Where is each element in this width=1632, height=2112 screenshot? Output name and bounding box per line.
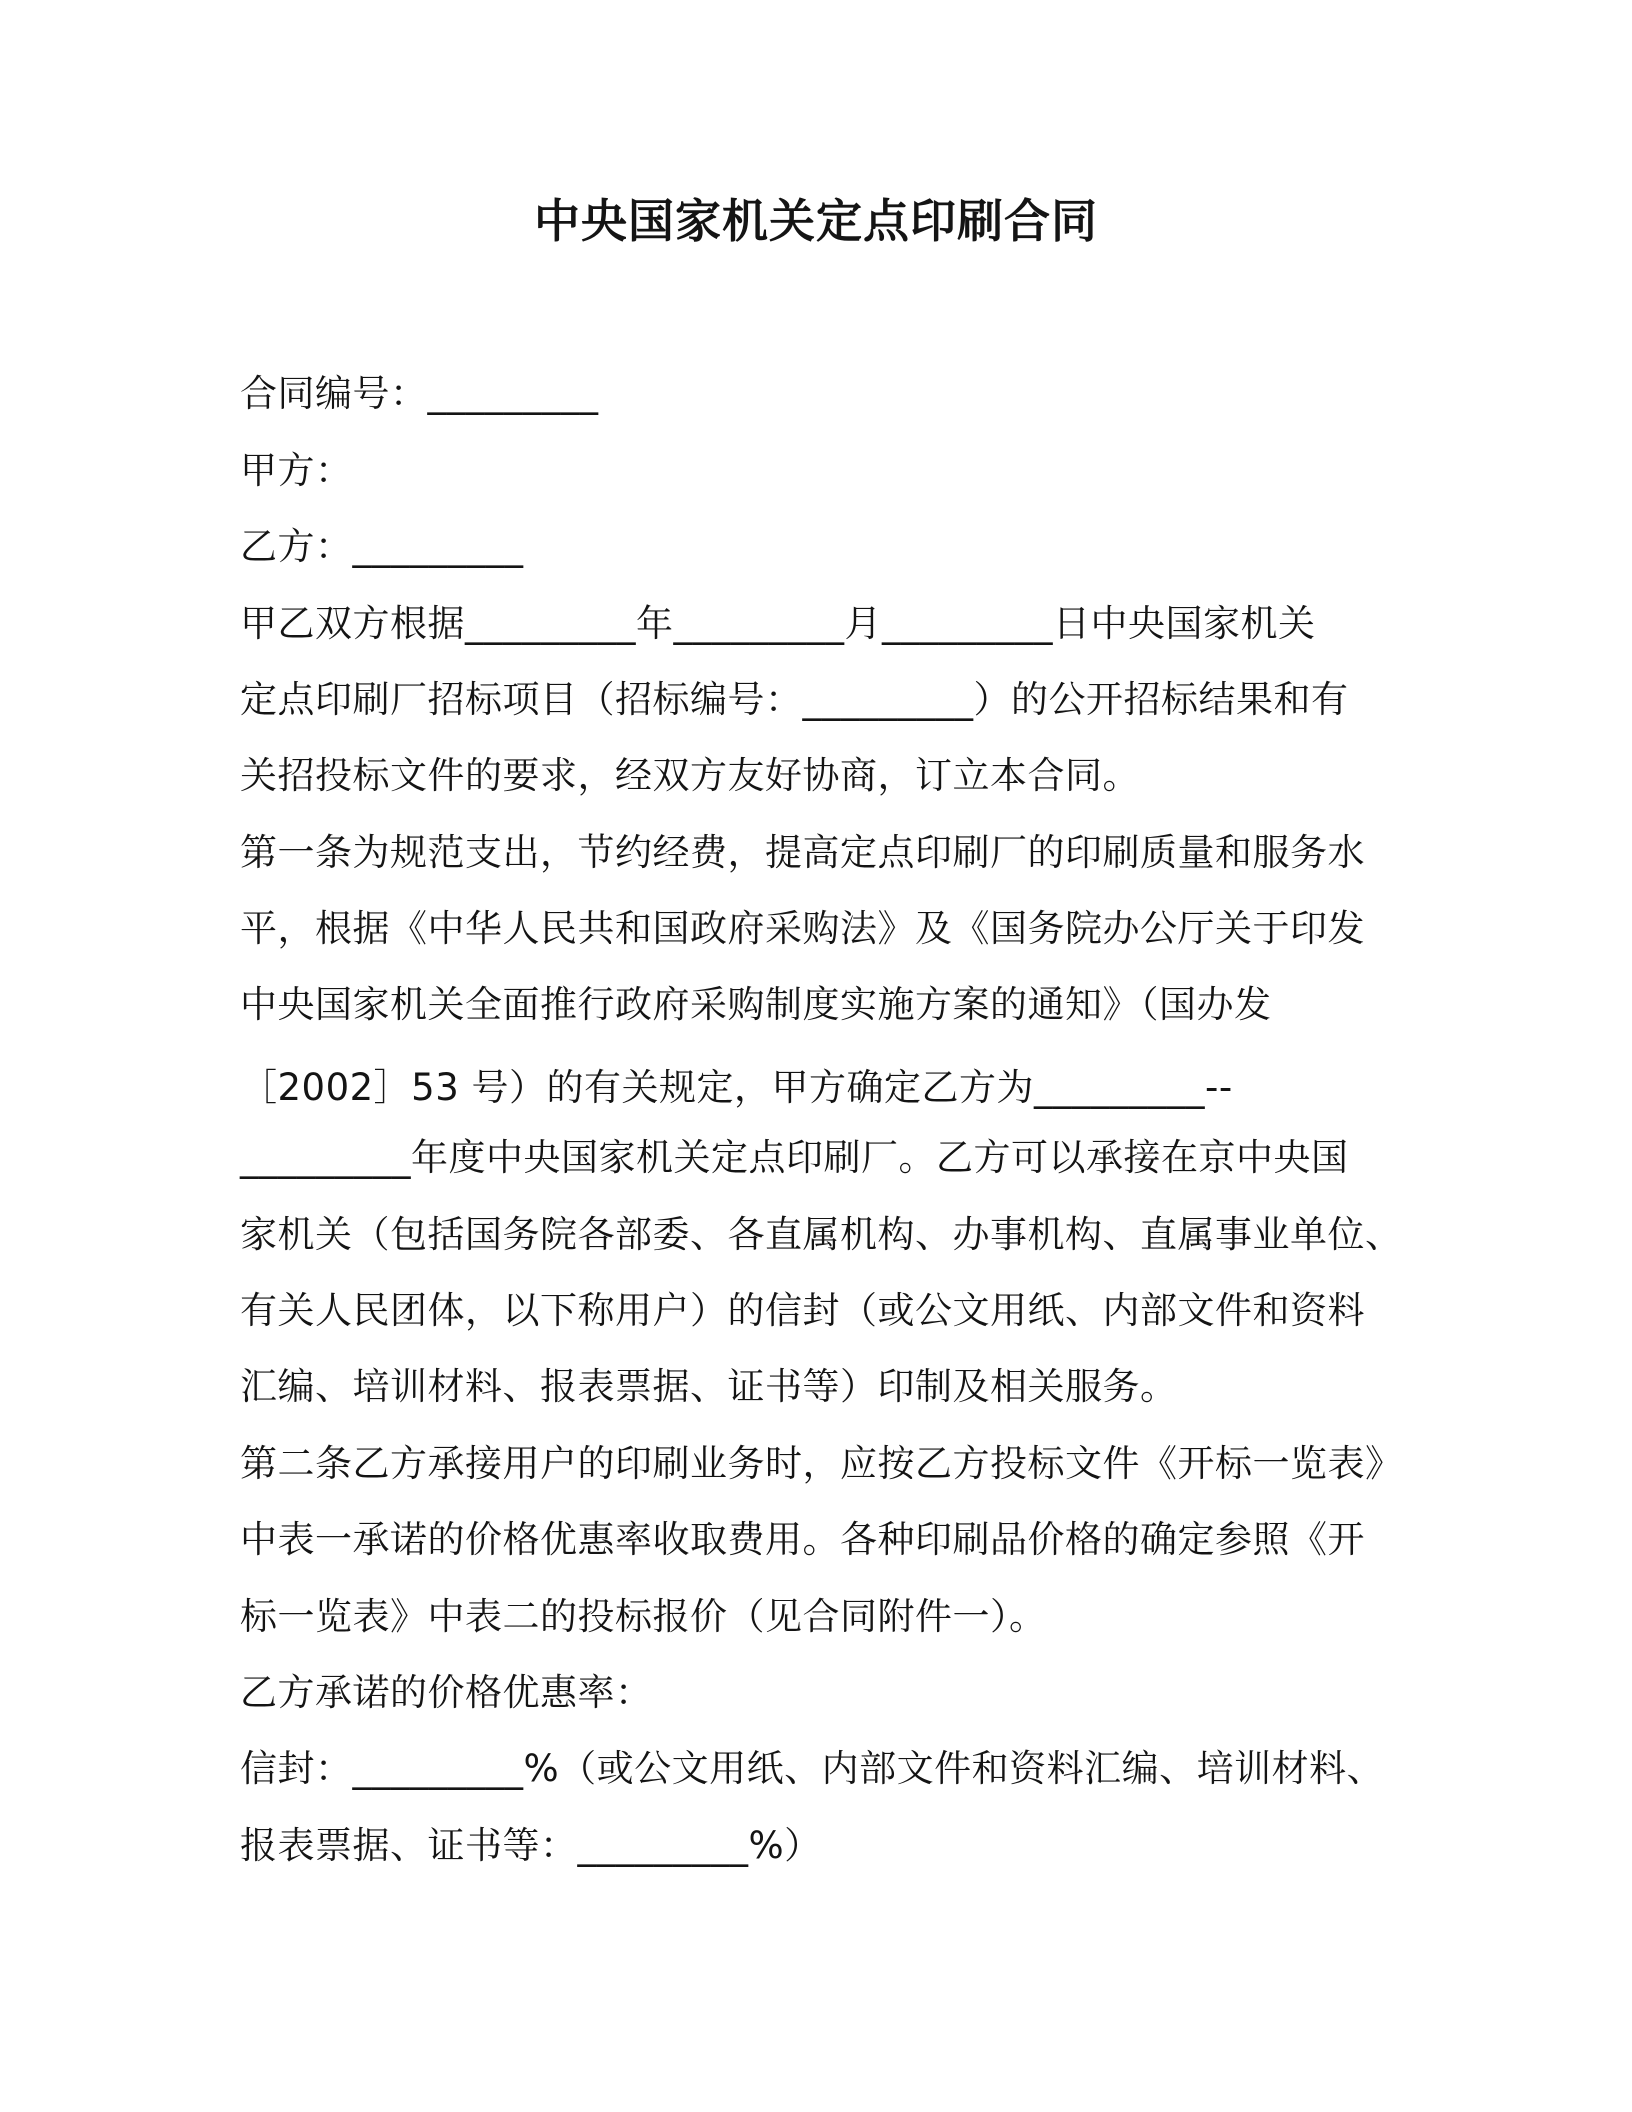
contract-number-line: 合同编号：_________ [240,372,599,415]
discount-rate-line: 信封：_________%（或公文用纸、内部文件和资料汇编、培训材料、 [240,1747,1385,1790]
discount-rate-heading: 乙方承诺的价格优惠率： [240,1671,653,1714]
article-2-line: 中表一承诺的价格优惠率收取费用。各种印刷品价格的确定参照《开 [240,1518,1365,1561]
article-1-line: 第一条为规范支出，节约经费，提高定点印刷厂的印刷质量和服务水 [240,831,1365,874]
paragraph-line: 定点印刷厂招标项目（招标编号：_________）的公开招标结果和有 [240,678,1349,721]
article-1-line: 有关人民团体，以下称用户）的信封（或公文用纸、内部文件和资料 [240,1289,1365,1332]
article-2-line: 标一览表》中表二的投标报价（见合同附件一）。 [240,1595,1047,1638]
article-1-line: 家机关（包括国务院各部委、各直属机构、办事机构、直属事业单位、 [240,1213,1403,1256]
discount-rate-line: 报表票据、证书等：_________%） [240,1824,822,1867]
article-1-line: 中央国家机关全面推行政府采购制度实施方案的通知》（国办发 [240,983,1272,1026]
article-1-line: ［2002］53 号）的有关规定，甲方确定乙方为_________-- [240,1066,1233,1109]
article-1-line: 平，根据《中华人民共和国政府采购法》及《国务院办公厅关于印发 [240,907,1365,950]
article-1-line: 汇编、培训材料、报表票据、证书等）印制及相关服务。 [240,1365,1178,1408]
article-2-line: 第二条乙方承接用户的印刷业务时，应按乙方投标文件《开标一览表》 [240,1442,1403,1485]
paragraph-line: 甲乙双方根据_________年_________月_________日中央国家机关 [240,602,1316,645]
document-title: 中央国家机关定点印刷合同 [534,194,1098,248]
article-1-line: _________年度中央国家机关定点印刷厂。乙方可以承接在京中央国 [240,1136,1349,1179]
paragraph-line: 关招投标文件的要求，经双方友好协商，订立本合同。 [240,754,1140,797]
party-b-line: 乙方：_________ [240,525,524,568]
party-a-line: 甲方： [240,449,353,492]
